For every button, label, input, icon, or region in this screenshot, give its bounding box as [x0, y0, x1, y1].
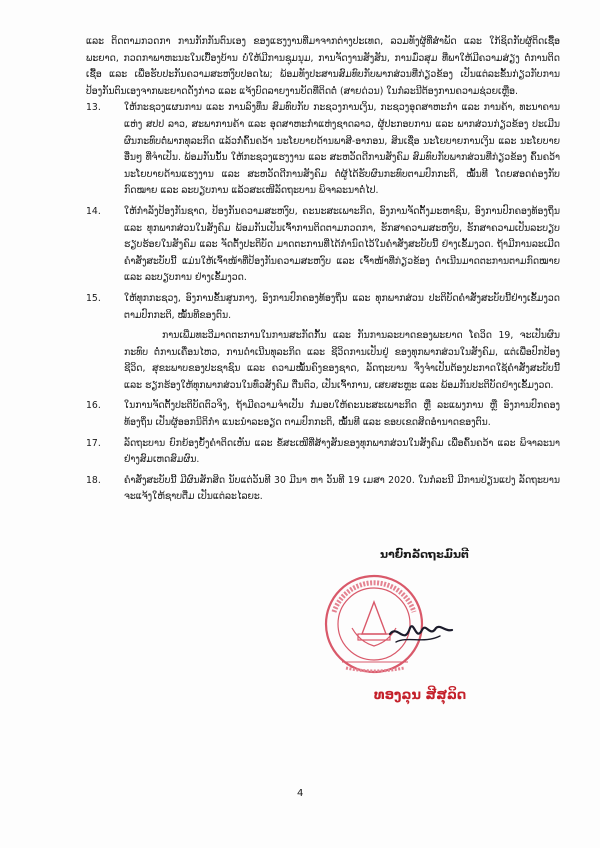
clause-number: 13. — [86, 102, 101, 114]
intro-paragraph: ແລະ ຕິດຕາມກວດກາ ການກັກກັນຕົນເອງ ຂອງແຮງງານທີ່ມາຈາກຕ່າງປະເທດ, ລວມທັງຜູ້ທີ່ສໍາພັດ ແລະ ໃກ້ຊິດກັບຜູ້ຕິດເຊື້ອພະຍາດ, ກວດກາພາຫະນະໃນເບື້ອງບ້ານ ບໍ່ໃຫ້ມີການຊຸມນຸມ, ການຈັດງານສັງສັນ, ການມົ່ວສຸມ ທີ່ພາໃຫ້ມີຄວາມສ່ຽງ ຕໍ່ການຕິດເຊື້ອ ແລະ ເພື່ອຮັບປະກັນຄວາມສະຫງົບປອດໄພ; ພ້ອມທັງປະສານສົມທົບກັບພາກສ່ວນທີ່ກ່ຽວຂ້ອງ ເປັນແຕ່ລະຂັ້ນກ່ຽວກັບການປ້ອງກັນຕົນເອງຈາກພະຍາດດັ່ງກ່າວ ແລະ ແຈ້ງບົດລາຍງານບັດທີ່ຕິດຕໍ່ (ສາຍດ່ວນ) ໃນກໍລະນີຕ້ອງການຄວາມຊ່ວຍເຫຼືອ. — [86, 36, 560, 97]
clause-13 — [86, 100, 560, 200]
clause-number: 15. — [86, 292, 101, 304]
clause-text: ຄໍາສັ່ງສະບັບນີ້ ມີຜົນສັກສິດ ນັບແຕ່ວັນທີ 30 ມີນາ ຫາ ວັນທີ 19 ເມສາ 2020. ໃນກໍລະນີ ມີການປ່ຽນແປງ ລັດຖະບານ ຈະແຈ້ງໃຫ້ຊາບຕື່ມ ເປັນແຕ່ລະໄລຍະ. — [124, 474, 560, 503]
signatory-title: ນາຍົກລັດຖະມົນຕີ — [380, 548, 469, 561]
clause-14 — [86, 204, 560, 287]
clause-number: 17. — [86, 437, 101, 449]
clause-text: ໃຫ້ກະຊວງແຜນການ ແລະ ການລົງທຶນ ສົມທົບກັບ ກະຊວງການເງິນ, ກະຊວງອຸດສາຫະກໍາ ແລະ ການຄ້າ, ທະນາຄານແຫ່ງ ສປປ ລາວ, ສະພາການຄ້າ ແລະ ອຸດສາຫະກໍາແຫ່ງຊາດລາວ, ຜູ້ປະກອບການ ແລະ ພາກສ່ວນກ່ຽວຂ້ອງ ປະເມີນຜົນກະທົບຕໍ່ພາກທຸລະກິດ ແລ້ວກໍ່ຄົ້ນຄວ້າ ນະໂຍບາຍດ້ານພາສີ-ອາກອນ, ສິນເຊື່ອ ນະໂຍບາຍການເງິນ ແລະ ນະໂຍບາຍອື່ນໆ ທີ່ຈໍາເປັນ. ພ້ອມກັນນັ້ນ ໃຫ້ກະຊວງແຮງງານ ແລະ ສະຫວັດດີການສັງຄົມ ສົມທົບກັບພາກສ່ວນທີ່ກ່ຽວຂ້ອງ ຄົ້ນຄວ້ານະໂຍບາຍດ້ານແຮງງານ ແລະ ສະຫວັດດີການສັງຄົມ ຕໍ່ຜູ້ໄດ້ຮັບຜົນກະທົບຕາມປົກກະຕິ, ໝັ້ນທີ ໂດຍສອດຄ່ອງກັບກົດໝາຍ ແລະ ລະບຽບການ ແລ້ວສະເໜີລັດຖະບານ ພິຈາລະນາຕໍ່ໄປ. — [124, 102, 560, 197]
document-body — [86, 34, 560, 510]
clause-text: ໃຫ້ກໍາລັງປ້ອງກັນຊາດ, ປ້ອງກັນຄວາມສະຫງົບ, ຄະນະສະເພາະກິດ, ອົງການຈັດຕັ້ງມະຫາຊົນ, ອົງການປົກຄອງທ້ອງຖິ່ນ ແລະ ທຸກພາກສ່ວນໃນສັງຄົມ ພ້ອມກັນເປັນເຈົ້າການຕິດຕາມກວດກາ, ຮັກສາຄວາມສະຫງົບ, ຮັກສາຄວາມເປັນລະບຽບຮຽບຮ້ອຍໃນສັງຄົມ ແລະ ຈັດຕັ້ງປະຕິບັດ ມາດຕະການທີ່ໄດ້ກໍານົດໄວ້ໃນຄໍາສັ່ງສະບັບນີ້ ຢ່າງເຂັ້ມງວດ. ຖ້າມີການລະເມີດ ຄໍາສັ່ງສະບັບນີ້ ແມ່ນໃຫ້ເຈົ້າໜ້າທີ່ປ້ອງກັນຄວາມສະຫງົບ ແລະ ເຈົ້າໜ້າທີ່ກ່ຽວຂ້ອງ ດໍາເນີນມາດຕະການຕາມກົດໝາຍ ແລະ ລະບຽບການ ຢ່າງເຂັ້ມງວດ. — [124, 205, 560, 284]
clause-text: ລັດຖະບານ ຍົກຍ້ອງຍັ້ງຄໍາຕິດເຫັນ ແລະ ຂໍ້ສະເໜີທີ່ສ້າງສັນຂອງທຸກພາກສ່ວນໃນສັງຄົມ ເພື່ອຄົ້ນຄວ້າ ແລະ ພິຈາລະນາ ຢ່າງສົມເຫດສົມຜົນ. — [124, 437, 560, 466]
official-seal-with-signature — [312, 572, 462, 680]
clause-text: ໃຫ້ທຸກກະຊວງ, ອົງການຂັ້ນສູນກາງ, ອົງການປົກຄອງທ້ອງຖິ່ນ ແລະ ທຸກພາກສ່ວນ ປະຕິບັດຄໍາສັ່ງສະບັບນີ້ຢ່າງເຂັ້ມງວດ ຕາມປົກກະຕິ, ໝັ້ນທີຂອງຕົນ. — [124, 292, 560, 321]
clause-16 — [86, 398, 560, 431]
signatory-name: ທອງລຸນ ສີສຸລິດ — [374, 688, 467, 703]
clause-15 — [86, 291, 560, 324]
clause-18 — [86, 473, 560, 506]
page-number: 4 — [297, 788, 304, 799]
covid-measures-paragraph: ການເພີ່ມທະວີມາດຕະການໃນການສະກັດກັ້ນ ແລະ ກັນການລະບາດຂອງພະຍາດ ໂຄວິດ 19, ຈະເປັນຜົນກະທົບ ຕໍ່ການເຄື່ອນໄຫວ, ການດໍາເນີນທຸລະກິດ ແລະ ຊີວິດການເປັນຢູ່ ຂອງທຸກພາກສ່ວນໃນສັງຄົມ, ແຕ່ເພື່ອປົກປ້ອງຊີວິດ, ສຸຂະພາບຂອງປະຊາຊົນ ແລະ ຄວາມໝັ້ນຄົງຂອງຊາດ, ລັດຖະບານ ຈຶ່ງຈໍາເປັນຕ້ອງປະກາດໃຊ້ຄໍາສັ່ງສະບັບນີ້ ແລະ ຮຽກຮ້ອງໃຫ້ທຸກພາກສ່ວນໃນທົ່ວສັງຄົມ ຕື່ນຕົວ, ເປັນເຈົ້າການ, ເສຍສະຫຼະ ແລະ ພ້ອມກັນປະຕິບັດຢ່າງເຂັ້ມງວດ. — [124, 330, 560, 391]
clause-text: ໃນການຈັດຕັ້ງປະຕິບັດຕົວຈິງ, ຖ້າມີຄວາມຈໍາເປັນ ກໍ່ມອບໃຫ້ຄະນະສະເພາະກິດ ຫຼື ລະແພງການ ຫຼື ອົງການປົກຄອງທ້ອງຖິ່ນ ເປັນຜູ້ອອກນິຕິກໍາ ແນະນໍາລະອຽດ ຕາມປົກກະຕິ, ໝັ້ນທີ ແລະ ຂອບເຂດສິດອໍານາດຂອງຕົນ. — [124, 400, 560, 429]
clause-number: 16. — [86, 400, 101, 412]
clause-number: 18. — [86, 474, 101, 486]
clause-number: 14. — [86, 205, 101, 217]
clause-17 — [86, 436, 560, 469]
